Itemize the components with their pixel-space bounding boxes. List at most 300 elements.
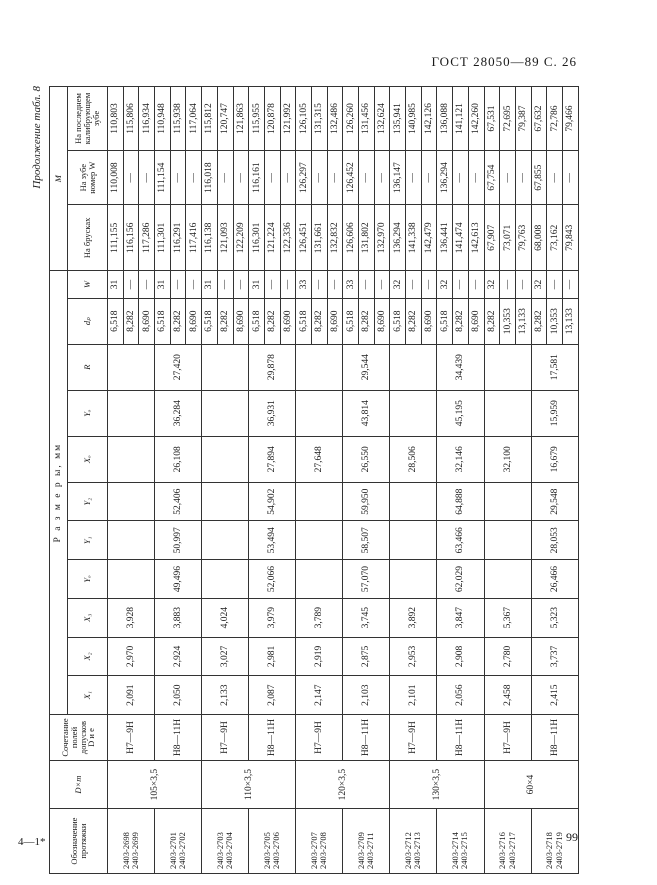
cell-m-brush: 111,155	[108, 205, 124, 271]
cell-dp: 8,690	[186, 298, 202, 344]
col-x1: X₁	[68, 676, 108, 715]
cell-m-tooth: 111,154	[155, 150, 171, 204]
table-row	[390, 87, 406, 874]
table-row	[202, 87, 218, 874]
cell-dp: 8,282	[264, 298, 280, 344]
cell-designation: 2403-2698 2403-2699	[108, 809, 155, 874]
cell-m-last: 141,121	[453, 87, 469, 151]
cell-dxm: 105×3,5	[108, 761, 202, 809]
table-row	[249, 87, 265, 874]
col-dp: dₚ	[68, 298, 108, 344]
cell-m-tooth: —	[406, 150, 422, 204]
cell-r	[202, 344, 249, 390]
page-number: 99	[566, 830, 578, 844]
cell-y2: 29,548	[531, 482, 578, 521]
cell-w: —	[264, 271, 280, 298]
cell-x3: 5,323	[531, 598, 578, 637]
cell-x3: 3,979	[249, 598, 296, 637]
cell-m-tooth: 126,297	[296, 150, 312, 204]
col-m-tooth: На зубе номер W	[68, 150, 108, 204]
cell-y0: 45,195	[437, 390, 484, 436]
cell-x1: 2,103	[343, 676, 390, 715]
cell-w: —	[547, 271, 563, 298]
cell-m-tooth: —	[170, 150, 186, 204]
cell-m-brush: 121,093	[217, 205, 233, 271]
cell-m-last: 67,531	[484, 87, 500, 151]
cell-m-brush: 131,802	[359, 205, 375, 271]
cell-dp: 6,518	[202, 298, 218, 344]
cell-x2: 3,737	[531, 637, 578, 676]
cell-y1	[108, 521, 155, 560]
cell-m-last: 67,632	[531, 87, 547, 151]
cell-w: —	[515, 271, 531, 298]
continuation-title: Продолжение табл. 8	[31, 86, 43, 189]
cell-y1: 28,053	[531, 521, 578, 560]
cell-w: 31	[249, 271, 265, 298]
cell-x3: 3,789	[296, 598, 343, 637]
cell-x0: 27,894	[249, 436, 296, 482]
cell-m-brush: 122,209	[233, 205, 249, 271]
cell-m-tooth: 126,452	[343, 150, 359, 204]
cell-dp: 10,353	[500, 298, 516, 344]
cell-m-brush: 73,162	[547, 205, 563, 271]
cell-m-last: 117,064	[186, 87, 202, 151]
cell-m-last: 136,088	[437, 87, 453, 151]
cell-dp: 8,282	[406, 298, 422, 344]
cell-y0: 36,931	[249, 390, 296, 436]
cell-x0: 32,100	[484, 436, 531, 482]
cell-w: —	[217, 271, 233, 298]
cell-dp: 8,282	[359, 298, 375, 344]
cell-m-last: 115,938	[170, 87, 186, 151]
cell-m-last: 131,315	[311, 87, 327, 151]
cell-m-brush: 136,294	[390, 205, 406, 271]
cell-w: —	[170, 271, 186, 298]
cell-y0	[296, 390, 343, 436]
cell-y2: 59,950	[343, 482, 390, 521]
cell-m-last: 121,992	[280, 87, 296, 151]
cell-m-last: 126,105	[296, 87, 312, 151]
cell-m-last: 110,803	[108, 87, 124, 151]
cell-dp: 8,690	[327, 298, 343, 344]
cell-y1	[202, 521, 249, 560]
cell-w: —	[468, 271, 484, 298]
cell-x3: 3,745	[343, 598, 390, 637]
cell-dp: 10,353	[547, 298, 563, 344]
cell-combination: H7—9H	[390, 714, 437, 760]
cell-w: 33	[343, 271, 359, 298]
cell-m-brush: 126,451	[296, 205, 312, 271]
cell-x3: 4,024	[202, 598, 249, 637]
cell-y4: 26,466	[531, 560, 578, 599]
col-m-brush: На брусках	[68, 205, 108, 271]
cell-x1: 2,087	[249, 676, 296, 715]
cell-w: —	[186, 271, 202, 298]
col-dxm: D×m	[50, 761, 108, 809]
cell-r: 29,878	[249, 344, 296, 390]
cell-y0	[202, 390, 249, 436]
cell-m-brush: 111,301	[155, 205, 171, 271]
cell-m-brush: 116,156	[123, 205, 139, 271]
cell-designation: 2403-2716 2403-2717	[484, 809, 531, 874]
cell-y4: 62,029	[437, 560, 484, 599]
cell-m-tooth: 116,161	[249, 150, 265, 204]
cell-m-tooth: 110,008	[108, 150, 124, 204]
cell-w: —	[233, 271, 249, 298]
col-m-last: На последнем калибрующем зубе	[68, 87, 108, 151]
cell-x1: 2,050	[155, 676, 202, 715]
table-row	[296, 87, 312, 874]
cell-combination: H8—11H	[343, 714, 390, 760]
cell-dxm: 110×3,5	[202, 761, 296, 809]
cell-combination: H8—11H	[437, 714, 484, 760]
col-w: W	[68, 271, 108, 298]
cell-combination: H8—11H	[249, 714, 296, 760]
page-header: ГОСТ 28050—89 С. 26	[431, 54, 577, 69]
cell-x2: 2,875	[343, 637, 390, 676]
page-corner-mark: 4—1*	[18, 836, 46, 848]
cell-m-tooth: —	[453, 150, 469, 204]
cell-m-tooth: —	[359, 150, 375, 204]
cell-designation: 2403-2701 2403-2702	[155, 809, 202, 874]
cell-m-tooth: —	[217, 150, 233, 204]
cell-m-tooth: 67,855	[531, 150, 547, 204]
dimensions-table	[49, 86, 579, 874]
cell-m-brush: 126,606	[343, 205, 359, 271]
cell-m-tooth: —	[186, 150, 202, 204]
cell-x0: 26,550	[343, 436, 390, 482]
col-r: R	[68, 344, 108, 390]
cell-y1	[296, 521, 343, 560]
cell-m-tooth: 116,018	[202, 150, 218, 204]
cell-w: —	[500, 271, 516, 298]
cell-r	[296, 344, 343, 390]
col-y2: Y₂	[68, 482, 108, 521]
col-x0: Xₒ	[68, 436, 108, 482]
cell-x2: 2,919	[296, 637, 343, 676]
cell-w: 32	[390, 271, 406, 298]
cell-m-brush: 116,301	[249, 205, 265, 271]
cell-y0: 36,284	[155, 390, 202, 436]
cell-y1	[390, 521, 437, 560]
cell-m-brush: 67,907	[484, 205, 500, 271]
cell-x2: 2,953	[390, 637, 437, 676]
cell-combination: H7—9H	[202, 714, 249, 760]
cell-w: 31	[108, 271, 124, 298]
cell-m-tooth: —	[264, 150, 280, 204]
cell-m-brush: 121,224	[264, 205, 280, 271]
cell-x1: 2,147	[296, 676, 343, 715]
cell-m-last: 72,695	[500, 87, 516, 151]
cell-r: 34,439	[437, 344, 484, 390]
cell-x2: 2,908	[437, 637, 484, 676]
cell-x0: 27,648	[296, 436, 343, 482]
cell-m-brush: 122,336	[280, 205, 296, 271]
cell-y0	[484, 390, 531, 436]
cell-m-last: 121,863	[233, 87, 249, 151]
cell-combination: H7—9H	[296, 714, 343, 760]
cell-y4: 49,496	[155, 560, 202, 599]
cell-m-brush: 116,291	[170, 205, 186, 271]
cell-m-tooth: —	[327, 150, 343, 204]
cell-m-brush: 73,071	[500, 205, 516, 271]
cell-m-brush: 132,832	[327, 205, 343, 271]
cell-m-last: 142,126	[421, 87, 437, 151]
cell-x1: 2,133	[202, 676, 249, 715]
cell-combination: H7—9H	[484, 714, 531, 760]
cell-y2: 64,888	[437, 482, 484, 521]
cell-y0	[390, 390, 437, 436]
cell-dp: 8,690	[374, 298, 390, 344]
cell-x2: 2,981	[249, 637, 296, 676]
table-row	[343, 87, 359, 874]
cell-m-tooth: 67,754	[484, 150, 500, 204]
cell-dp: 8,690	[280, 298, 296, 344]
cell-x0	[108, 436, 155, 482]
cell-y2	[390, 482, 437, 521]
cell-m-last: 132,486	[327, 87, 343, 151]
cell-w: 31	[155, 271, 171, 298]
cell-y2	[108, 482, 155, 521]
cell-dp: 8,282	[217, 298, 233, 344]
cell-m-tooth: —	[500, 150, 516, 204]
cell-m-tooth: —	[562, 150, 578, 204]
cell-dp: 6,518	[155, 298, 171, 344]
cell-m-tooth: —	[233, 150, 249, 204]
cell-m-tooth: —	[374, 150, 390, 204]
cell-designation: 2403-2703 2403-2704	[202, 809, 249, 874]
cell-dp: 6,518	[108, 298, 124, 344]
cell-r: 29,544	[343, 344, 390, 390]
cell-y1: 63,466	[437, 521, 484, 560]
cell-dp: 6,518	[343, 298, 359, 344]
cell-x0	[202, 436, 249, 482]
cell-m-tooth: —	[139, 150, 155, 204]
cell-x0: 26,108	[155, 436, 202, 482]
cell-m-brush: 117,416	[186, 205, 202, 271]
cell-m-tooth: —	[468, 150, 484, 204]
cell-x3: 3,847	[437, 598, 484, 637]
cell-dp: 8,282	[123, 298, 139, 344]
cell-x1: 2,415	[531, 676, 578, 715]
cell-w: 31	[202, 271, 218, 298]
cell-m-last: 132,624	[374, 87, 390, 151]
cell-w: 32	[531, 271, 547, 298]
cell-combination: H8—11H	[531, 714, 578, 760]
cell-m-brush: 142,613	[468, 205, 484, 271]
cell-x2: 2,924	[155, 637, 202, 676]
cell-x3: 5,367	[484, 598, 531, 637]
table-row	[437, 87, 453, 874]
table-row	[155, 87, 171, 874]
cell-m-last: 79,387	[515, 87, 531, 151]
cell-x3: 3,883	[155, 598, 202, 637]
cell-m-tooth: —	[311, 150, 327, 204]
cell-m-brush: 79,843	[562, 205, 578, 271]
cell-m-last: 135,941	[390, 87, 406, 151]
cell-w: —	[421, 271, 437, 298]
cell-m-last: 79,466	[562, 87, 578, 151]
cell-x1: 2,056	[437, 676, 484, 715]
cell-m-tooth: —	[547, 150, 563, 204]
cell-designation: 2403-2705 2403-2706	[249, 809, 296, 874]
cell-y0	[108, 390, 155, 436]
cell-w: —	[562, 271, 578, 298]
cell-m-tooth: —	[515, 150, 531, 204]
cell-dp: 6,518	[296, 298, 312, 344]
cell-dp: 8,282	[311, 298, 327, 344]
cell-dp: 8,690	[233, 298, 249, 344]
cell-m-last: 120,747	[217, 87, 233, 151]
cell-m-brush: 116,138	[202, 205, 218, 271]
cell-y0: 15,959	[531, 390, 578, 436]
cell-w: —	[453, 271, 469, 298]
cell-w: —	[406, 271, 422, 298]
cell-m-last: 142,260	[468, 87, 484, 151]
cell-m-brush: 141,474	[453, 205, 469, 271]
col-x2: X₂	[68, 637, 108, 676]
cell-m-last: 110,948	[155, 87, 171, 151]
cell-dp: 8,282	[170, 298, 186, 344]
cell-dp: 8,690	[139, 298, 155, 344]
cell-x2: 2,780	[484, 637, 531, 676]
cell-dxm: 130×3,5	[390, 761, 484, 809]
cell-m-tooth: —	[280, 150, 296, 204]
cell-w: —	[374, 271, 390, 298]
cell-w: —	[359, 271, 375, 298]
cell-m-brush: 141,338	[406, 205, 422, 271]
cell-designation: 2403-2718 2403-2719	[531, 809, 578, 874]
cell-m-tooth: 136,294	[437, 150, 453, 204]
cell-y4	[108, 560, 155, 599]
cell-r	[484, 344, 531, 390]
cell-y4	[390, 560, 437, 599]
cell-x1: 2,458	[484, 676, 531, 715]
cell-m-tooth: 136,147	[390, 150, 406, 204]
cell-y4: 52,066	[249, 560, 296, 599]
cell-w: —	[139, 271, 155, 298]
rotated-table-area	[31, 86, 587, 874]
cell-dp: 8,282	[484, 298, 500, 344]
cell-y4	[296, 560, 343, 599]
cell-m-last: 115,806	[123, 87, 139, 151]
cell-m-brush: 131,661	[311, 205, 327, 271]
cell-x0: 28,506	[390, 436, 437, 482]
table-row	[531, 87, 547, 874]
cell-x1: 2,101	[390, 676, 437, 715]
cell-w: 32	[437, 271, 453, 298]
cell-x3: 3,892	[390, 598, 437, 637]
cell-dp: 6,518	[390, 298, 406, 344]
cell-combination: H8—11H	[155, 714, 202, 760]
col-y4: Yₒ	[68, 560, 108, 599]
cell-dp: 6,518	[249, 298, 265, 344]
col-group-sizes: Р а з м е р ы, мм	[50, 271, 68, 715]
cell-m-last: 126,260	[343, 87, 359, 151]
cell-dp: 8,282	[531, 298, 547, 344]
cell-dp: 6,518	[437, 298, 453, 344]
cell-dp: 13,133	[562, 298, 578, 344]
col-group-m: M	[50, 87, 68, 271]
cell-designation: 2403-2707 2403-2708	[296, 809, 343, 874]
cell-m-last: 115,955	[249, 87, 265, 151]
table-row	[108, 87, 124, 874]
cell-m-brush: 142,479	[421, 205, 437, 271]
cell-dxm: 120×3,5	[296, 761, 390, 809]
cell-m-last: 140,985	[406, 87, 422, 151]
cell-w: 33	[296, 271, 312, 298]
cell-m-brush: 136,441	[437, 205, 453, 271]
cell-m-brush: 79,763	[515, 205, 531, 271]
cell-designation: 2403-2714 2403-2715	[437, 809, 484, 874]
cell-y2	[484, 482, 531, 521]
col-designation: Обозначение протяжки	[50, 809, 108, 874]
cell-m-tooth: —	[421, 150, 437, 204]
cell-m-brush: 132,970	[374, 205, 390, 271]
col-y1: Y₁	[68, 521, 108, 560]
cell-x2: 3,027	[202, 637, 249, 676]
cell-w: —	[327, 271, 343, 298]
cell-dxm: 60×4	[484, 761, 579, 809]
col-x3: X₃	[68, 598, 108, 637]
cell-m-last: 115,812	[202, 87, 218, 151]
cell-designation: 2403-2712 2403-2713	[390, 809, 437, 874]
cell-y1: 58,507	[343, 521, 390, 560]
cell-x0: 16,679	[531, 436, 578, 482]
cell-m-last: 131,456	[359, 87, 375, 151]
cell-r	[108, 344, 155, 390]
cell-m-tooth: —	[123, 150, 139, 204]
cell-r: 27,420	[155, 344, 202, 390]
cell-y0: 43,814	[343, 390, 390, 436]
cell-y4	[202, 560, 249, 599]
cell-y1	[484, 521, 531, 560]
col-y0: Yₒ	[68, 390, 108, 436]
cell-w: —	[123, 271, 139, 298]
cell-y1: 50,997	[155, 521, 202, 560]
cell-dp: 8,690	[468, 298, 484, 344]
cell-r: 17,581	[531, 344, 578, 390]
cell-designation: 2403-2709 2403-2711	[343, 809, 390, 874]
cell-x3: 3,928	[108, 598, 155, 637]
cell-y4: 57,070	[343, 560, 390, 599]
cell-m-last: 116,934	[139, 87, 155, 151]
cell-x0: 32,146	[437, 436, 484, 482]
cell-w: 32	[484, 271, 500, 298]
cell-y2: 52,406	[155, 482, 202, 521]
cell-w: —	[311, 271, 327, 298]
cell-x2: 2,970	[108, 637, 155, 676]
cell-dp: 8,690	[421, 298, 437, 344]
cell-combination: H7—9H	[108, 714, 155, 760]
table-row	[484, 87, 500, 874]
cell-dp: 8,282	[453, 298, 469, 344]
cell-m-brush: 68,008	[531, 205, 547, 271]
cell-r	[390, 344, 437, 390]
cell-y1: 53,494	[249, 521, 296, 560]
cell-w: —	[280, 271, 296, 298]
cell-m-last: 72,786	[547, 87, 563, 151]
cell-m-last: 120,878	[264, 87, 280, 151]
cell-x1: 2,091	[108, 676, 155, 715]
cell-y2	[296, 482, 343, 521]
col-combination: Сочетание полей допусков D и e	[50, 714, 108, 760]
cell-y4	[484, 560, 531, 599]
cell-y2: 54,902	[249, 482, 296, 521]
cell-m-brush: 117,286	[139, 205, 155, 271]
cell-dp: 13,133	[515, 298, 531, 344]
cell-y2	[202, 482, 249, 521]
